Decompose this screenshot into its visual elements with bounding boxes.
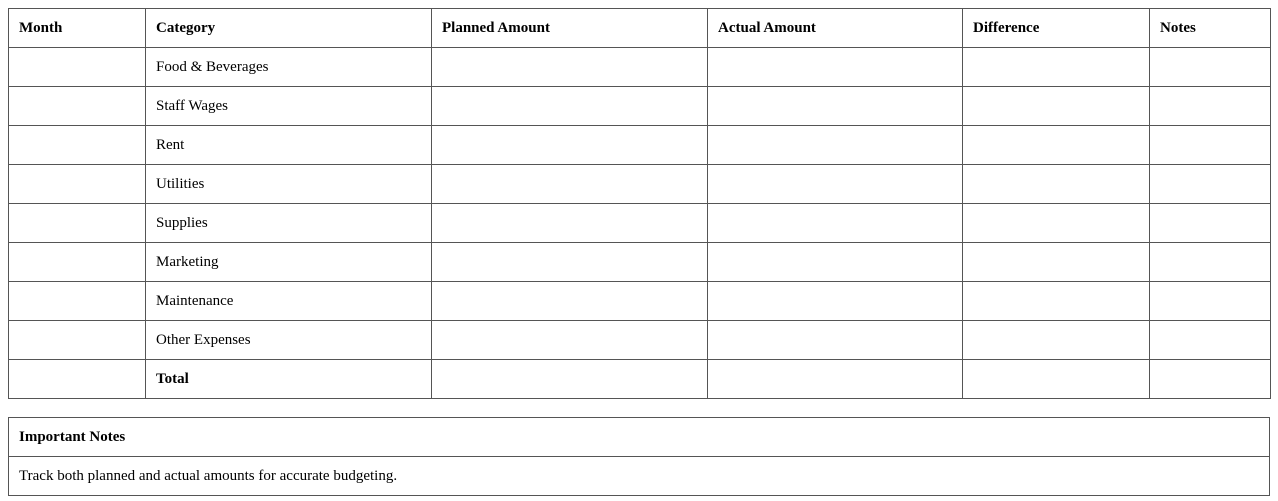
actual-amount-cell (708, 360, 963, 399)
notes-cell (1150, 360, 1271, 399)
notes-header: Important Notes (9, 418, 1270, 457)
table-row (9, 48, 1271, 87)
difference-cell (963, 165, 1150, 204)
category-cell: Rent (146, 126, 432, 165)
notes-cell (1150, 321, 1271, 360)
header-difference: Difference (963, 9, 1150, 48)
planned-amount-cell (432, 360, 708, 399)
table-row (9, 243, 1271, 282)
planned-amount-cell (432, 204, 708, 243)
actual-amount-cell (708, 321, 963, 360)
actual-amount-cell (708, 243, 963, 282)
budget-table (8, 8, 1271, 399)
difference-cell (963, 204, 1150, 243)
planned-amount-cell (432, 243, 708, 282)
list-item (9, 457, 1270, 496)
category-cell: Maintenance (146, 282, 432, 321)
month-cell (9, 243, 146, 282)
actual-amount-cell (708, 126, 963, 165)
month-cell (9, 282, 146, 321)
month-cell (9, 48, 146, 87)
note-text: Track both planned and actual amounts for accurate budgeting. (9, 457, 1270, 496)
month-cell (9, 360, 146, 399)
category-cell: Food & Beverages (146, 48, 432, 87)
difference-cell (963, 126, 1150, 165)
important-notes-table (8, 417, 1270, 496)
budget-header-row (9, 9, 1271, 48)
header-month: Month (9, 9, 146, 48)
header-actual-amount: Actual Amount (708, 9, 963, 48)
actual-amount-cell (708, 282, 963, 321)
table-row (9, 165, 1271, 204)
notes-cell (1150, 204, 1271, 243)
difference-cell (963, 48, 1150, 87)
actual-amount-cell (708, 204, 963, 243)
difference-cell (963, 360, 1150, 399)
difference-cell (963, 282, 1150, 321)
category-cell: Utilities (146, 165, 432, 204)
table-row (9, 204, 1271, 243)
month-cell (9, 204, 146, 243)
notes-cell (1150, 282, 1271, 321)
difference-cell (963, 321, 1150, 360)
planned-amount-cell (432, 165, 708, 204)
month-cell (9, 321, 146, 360)
header-planned-amount: Planned Amount (432, 9, 708, 48)
notes-cell (1150, 126, 1271, 165)
planned-amount-cell (432, 282, 708, 321)
month-cell (9, 165, 146, 204)
planned-amount-cell (432, 48, 708, 87)
category-cell: Supplies (146, 204, 432, 243)
category-cell: Marketing (146, 243, 432, 282)
month-cell (9, 126, 146, 165)
notes-cell (1150, 243, 1271, 282)
difference-cell (963, 243, 1150, 282)
notes-cell (1150, 165, 1271, 204)
table-row (9, 282, 1271, 321)
header-notes: Notes (1150, 9, 1271, 48)
category-cell: Staff Wages (146, 87, 432, 126)
actual-amount-cell (708, 87, 963, 126)
category-cell: Total (146, 360, 432, 399)
planned-amount-cell (432, 87, 708, 126)
table-row (9, 360, 1271, 399)
actual-amount-cell (708, 165, 963, 204)
actual-amount-cell (708, 48, 963, 87)
planned-amount-cell (432, 126, 708, 165)
difference-cell (963, 87, 1150, 126)
table-row (9, 87, 1271, 126)
month-cell (9, 87, 146, 126)
header-category: Category (146, 9, 432, 48)
category-cell: Other Expenses (146, 321, 432, 360)
notes-cell (1150, 87, 1271, 126)
table-row (9, 126, 1271, 165)
notes-header-row (9, 418, 1270, 457)
planned-amount-cell (432, 321, 708, 360)
notes-cell (1150, 48, 1271, 87)
table-row (9, 321, 1271, 360)
